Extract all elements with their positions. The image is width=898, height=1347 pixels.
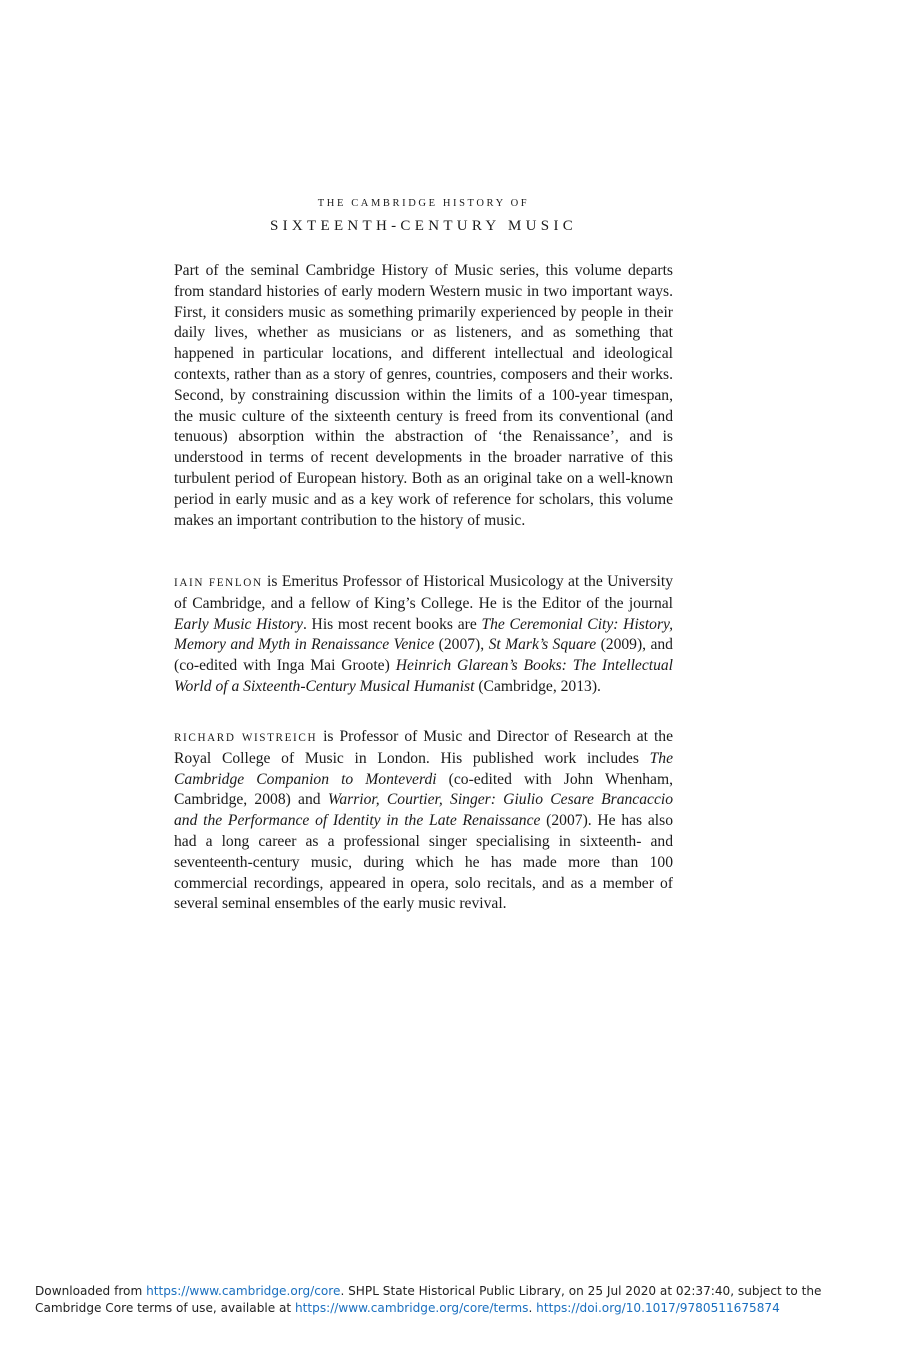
- core-link[interactable]: https://www.cambridge.org/core: [146, 1284, 341, 1298]
- book-description: Part of the seminal Cambridge History of Music series, this volume departs from standard histories of early modern Western music in two important ways. First, it considers music as something primarily experienced by people in their daily lives, whether as musicians or as listeners, and as something that happened in particular locations, and different intellectual and ideological contexts, rather than as a story of genres, countries, composers and their works. Second, by constraining discussion within the limits of a 100-year timespan, the music culture of the sixteenth century is freed from its conventional (and tenuous) absorption within the abstraction of ‘the Renaissance’, and is understood in terms of recent developments in the broader narrative of this turbulent period of European history. Both as an original take on a well-known period in early music and as a key work of reference for scholars, this volume makes an important contribution to the history of music.: [174, 262, 673, 529]
- footer-text: .: [528, 1301, 537, 1315]
- doi-link[interactable]: https://doi.org/10.1017/9780511675874: [536, 1301, 780, 1315]
- book-title-ref: The Cambridge Companion to Monteverdi: [174, 749, 673, 788]
- bio-text: . His most recent books are: [302, 615, 482, 633]
- download-footer: [35, 1283, 885, 1317]
- author-name: RICHARD WISTREICH: [174, 732, 318, 744]
- bio-text: (co-edited with John Whenham, Cambridge, 2008) and: [174, 770, 673, 809]
- book-title: SIXTEENTH-CENTURY MUSIC: [269, 218, 578, 234]
- bio-text: (2007),: [434, 636, 489, 654]
- bio-text: is Emeritus Professor of Historical Musicology at the University of Cambridge, and a fellow of King’s College. He is the Editor of the journal: [174, 573, 673, 612]
- footer-text: Downloaded from: [35, 1284, 147, 1298]
- bio-text: (Cambridge, 2013).: [474, 677, 601, 695]
- bio-text: is Professor of Music and Director of Research at the Royal College of Music in London. His published work includes: [174, 728, 674, 767]
- author-name: IAIN FENLON: [174, 577, 263, 589]
- footer-text: . SHPL State Historical Public Library, on 25 Jul 2020 at 02:37:40, subject to the Cambridge Core terms of use, available at: [35, 1284, 822, 1315]
- author-bio-wistreich: [174, 727, 673, 915]
- series-heading: THE CAMBRIDGE HISTORY OF: [317, 198, 530, 209]
- book-title-ref: The Ceremonial City: History, Memory and Myth in Renaissance Venice: [174, 615, 674, 654]
- journal-title: Early Music History: [174, 615, 303, 633]
- bio-text: (2009), and (co-edited with Inga Mai Groote): [174, 636, 673, 675]
- author-bio-fenlon: [174, 572, 673, 698]
- book-title-ref: Warrior, Courtier, Singer: Giulio Cesare Brancaccio and the Performance of Identity in the Late Renaissance: [174, 791, 673, 830]
- book-title-ref: Heinrich Glarean’s Books: The Intellectual World of a Sixteenth-Century Musical Humanist: [174, 657, 674, 695]
- terms-link[interactable]: https://www.cambridge.org/core/terms: [295, 1301, 529, 1315]
- bio-text: (2007). He has also had a long career as a professional singer specialising in sixteenth- and seventeenth-century music, during which he has made more than 100 commercial recordings, appeared in opera, solo recitals, and as a member of several seminal ensembles of the early music revival.: [174, 812, 673, 913]
- book-title-ref: St Mark’s Square: [488, 636, 597, 654]
